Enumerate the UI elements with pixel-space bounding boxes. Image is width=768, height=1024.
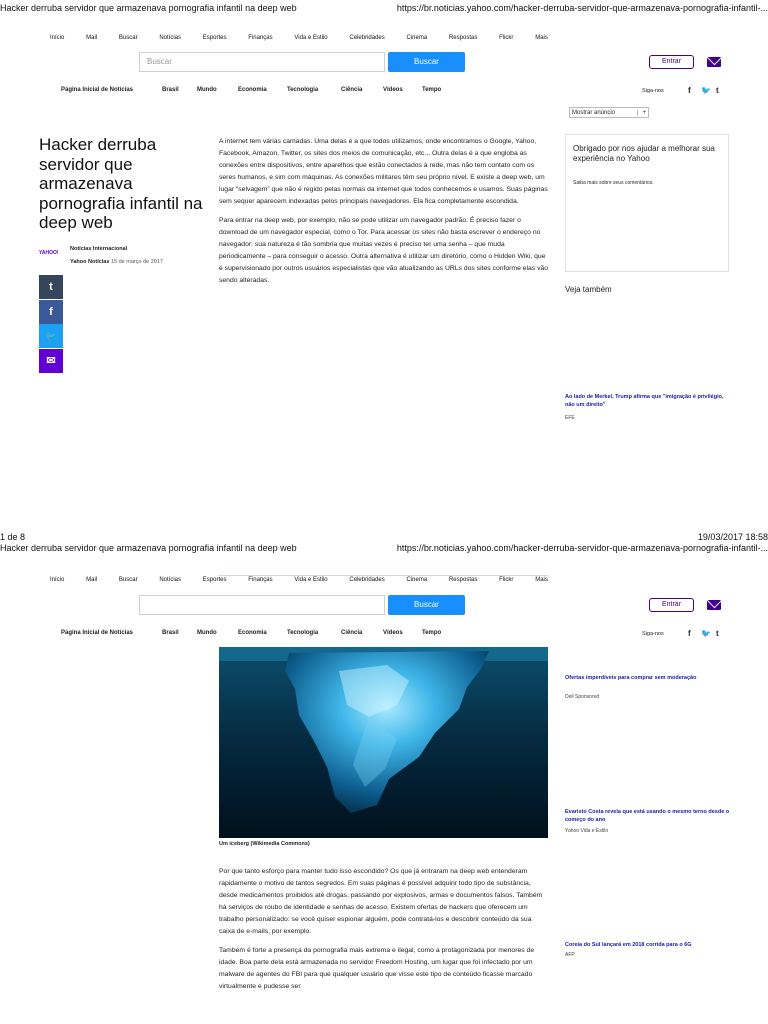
top-nav-noticias[interactable]: Notícias (159, 35, 182, 41)
top-nav-celebridades[interactable]: Celebridades (349, 35, 385, 41)
mail-icon[interactable] (707, 600, 721, 610)
top-nav-esportes[interactable]: Esportes (202, 35, 227, 41)
sub-nav-brasil[interactable]: Brasil (162, 87, 179, 93)
facebook-follow-icon[interactable]: f (688, 629, 691, 638)
search-input[interactable]: Buscar (139, 52, 385, 72)
page-count: 1 de 8 (0, 532, 26, 542)
iceberg-illustration (219, 647, 548, 838)
facebook-icon[interactable]: f (39, 300, 63, 324)
sidebar-story-source: Yahoo Vida e Estilo (565, 828, 609, 834)
print-url: https://br.noticias.yahoo.com/hacker-derruba-servidor-que-armazenava-pornografia-infantil-... (396, 3, 768, 13)
facebook-follow-icon[interactable]: f (688, 86, 691, 95)
top-nav-buscar[interactable]: Buscar (118, 577, 138, 583)
sub-nav-tempo[interactable]: Tempo (422, 630, 442, 636)
tumblr-follow-icon[interactable]: t (716, 86, 719, 95)
sidebar-story-link[interactable]: Ao lado de Merkel, Trump afirma que "imigração é privilégio, não um direito" (565, 394, 724, 408)
sub-nav-ciencia[interactable]: Ciência (341, 87, 363, 93)
top-nav-cinema[interactable]: Cinema (406, 35, 428, 41)
ad-select[interactable] (569, 107, 649, 118)
sub-nav-economia[interactable]: Economia (238, 87, 267, 93)
email-share-icon[interactable]: ✉ (39, 349, 63, 373)
sub-nav-tecnologia[interactable]: Tecnologia (287, 87, 319, 93)
sub-nav-home[interactable]: Página Inicial de Notícias (61, 630, 134, 636)
twitter-follow-icon[interactable]: 🐦 (701, 629, 711, 638)
follow-label: Siga-nos (642, 88, 664, 94)
sub-nav-brasil[interactable]: Brasil (162, 630, 179, 636)
sub-nav-mundo[interactable]: Mundo (197, 87, 217, 93)
sidebar-story-source: Dell Sponsored (565, 694, 600, 700)
sub-nav-home[interactable]: Página Inicial de Notícias (61, 87, 134, 93)
yahoo-logo: YAHOO! (39, 250, 59, 256)
top-nav-flickr[interactable]: Flickr (499, 35, 514, 41)
search-button[interactable]: Buscar (388, 52, 465, 72)
paragraph: Para entrar na deep web, por exemplo, não se pode utilizar um navegador padrão. É preciso fazer o download de um navegador especial, como o Tor. Para acessar os sites não basta escrever o endereço no navegador: sua natureza é tão sombria que muitas vezes é preciso ter uma senha – que muda periodicamente – para conseguir o acesso. Outra alternativa é utilizar um diretório, como o Hidden Wiki, que é supervisionado por outros usuários especialistas que vão atualizando as URLs dos sites conforme elas vão sendo alteradas. (219, 217, 549, 284)
feedback-box (565, 134, 729, 272)
sidebar-story-source: AFP (565, 952, 575, 958)
top-nav-celebridades[interactable]: Celebridades (349, 577, 385, 583)
print-url: https://br.noticias.yahoo.com/hacker-derruba-servidor-que-armazenava-pornografia-infantil-... (396, 543, 768, 553)
tumblr-icon[interactable]: t (39, 275, 63, 299)
article-author: Yahoo Notícias (70, 259, 110, 265)
image-caption: Um iceberg (Wikimedia Commons) (219, 841, 310, 847)
top-nav-mais[interactable]: Mais (535, 35, 548, 41)
top-nav-mais[interactable]: Mais (535, 577, 548, 583)
top-nav-respostas[interactable]: Respostas (448, 577, 478, 583)
top-nav-vida-estilo[interactable]: Vida e Estilo (294, 35, 328, 41)
ad-select-label: Mostrar anúncio (572, 109, 616, 116)
sidebar-story-link[interactable]: Coreia do Sul lançará em 2018 corrida para o 6G (565, 942, 692, 948)
top-nav-buscar[interactable]: Buscar (118, 35, 138, 41)
top-nav-inicio[interactable]: Início (50, 577, 65, 583)
sub-nav-mundo[interactable]: Mundo (197, 630, 217, 636)
article-section: Notícias Internacional (70, 246, 128, 252)
plus-icon[interactable]: + (637, 110, 646, 116)
article-date: 15 de março de 2017 (110, 259, 163, 265)
article-byline (70, 259, 163, 265)
top-nav-inicio[interactable]: Início (50, 35, 65, 41)
sidebar-story-link[interactable]: Evaristo Costa revela que está usando o mesmo terno desde o começo do ano (565, 809, 730, 823)
nav-divider (218, 575, 548, 576)
top-nav-cinema[interactable]: Cinema (406, 577, 428, 583)
top-nav-noticias[interactable]: Notícias (159, 577, 182, 583)
twitter-follow-icon[interactable]: 🐦 (701, 86, 711, 95)
top-nav-flickr[interactable]: Flickr (499, 577, 514, 583)
top-nav-financas[interactable]: Finanças (248, 577, 273, 583)
feedback-title: Obrigado por nos ajudar a melhorar sua experiência no Yahoo (573, 144, 715, 163)
paragraph: A internet tem várias camadas. Uma delas é a que todos utilizamos, onde encontramos o Google, Yahoo, Facebook, Amazon, Twitter, os sites dos meios de comunicação, etc... Outra delas é a que engloba as conexões entre dispositivos, entre aparelhos que estão conectados à rede, mas não tem contato com os seres humanos, e sim com máquinas. As conexões militares têm seu próprio nível. E existe a deep web, um lugar “selvagem” que não é regido pelas normas da internet que todos conhecemos e usamos. Suas páginas sem sequer aparecem indexadas pelos principais navegadores. Ela fica completamente escondida. (219, 138, 548, 205)
print-title: Hacker derruba servidor que armazenava pornografia infantil na deep web (0, 3, 297, 13)
sub-nav-tecnologia[interactable]: Tecnologia (287, 630, 319, 636)
top-nav-financas[interactable]: Finanças (248, 35, 273, 41)
tumblr-follow-icon[interactable]: t (716, 629, 719, 638)
sub-nav-economia[interactable]: Economia (238, 630, 267, 636)
sidebar-story-source: EFE (565, 415, 575, 421)
top-nav-vida-estilo[interactable]: Vida e Estilo (294, 577, 328, 583)
top-nav-mail[interactable]: Mail (86, 35, 98, 41)
see-also-heading: Veja também (565, 285, 612, 294)
search-button[interactable]: Buscar (388, 595, 465, 615)
top-nav (50, 577, 548, 583)
article-body-p2 (219, 866, 549, 1000)
paragraph: Por que tanto esforço para manter tudo isso escondido? Os que já entraram na deep web entenderam rapidamente o motivo de tantos segredos. Em suas páginas é possível adquirir todo tipo de substância, desde medicamentos proibidos até drogas, passando por explosivos, armas e documentos falsos. Também há serviços de roubo de identidade e senhas de acesso. Existem ofertas de hackers que oferecem um trabalho personalizado: se você quiser espionar alguém, pode contratá-los e descobrir conteúdo da sua caixa de e-mails, por exemplo. (219, 868, 543, 935)
sidebar-story-link[interactable]: Ofertas imperdíveis para comprar sem moderação (565, 675, 697, 681)
top-nav (50, 35, 548, 41)
signin-button[interactable]: Entrar (649, 598, 694, 612)
feedback-link[interactable]: Saiba mais sobre seus comentários. (573, 180, 654, 186)
sub-nav-ciencia[interactable]: Ciência (341, 630, 363, 636)
sub-nav-tempo[interactable]: Tempo (422, 87, 442, 93)
print-timestamp: 19/03/2017 18:58 (697, 532, 768, 542)
iceberg-image (219, 647, 548, 838)
mail-icon[interactable] (707, 57, 721, 67)
search-input[interactable] (139, 595, 385, 615)
article-title: Hacker derruba servidor que armazenava pornografia infantil na deep web (39, 135, 203, 232)
top-nav-esportes[interactable]: Esportes (202, 577, 227, 583)
signin-button[interactable]: Entrar (649, 55, 694, 69)
twitter-icon[interactable]: 🐦 (39, 324, 63, 348)
print-title: Hacker derruba servidor que armazenava pornografia infantil na deep web (0, 543, 297, 553)
top-nav-mail[interactable]: Mail (86, 577, 98, 583)
paragraph: Também é forte a presença da pornografia mais extrema e ilegal, como a protagonizada por menores de idade. Boa parte dela está armazenada no servidor Freedom Hosting, um lugar que foi infectado por um malware de agentes do FBI para que qualquer usuário que visse este tipo de conteúdo ficasse marcado virtualmente e pudesse ser (219, 947, 535, 990)
top-nav-respostas[interactable]: Respostas (448, 35, 478, 41)
article-body-p1 (219, 136, 549, 294)
follow-label: Siga-nos (642, 631, 664, 637)
sub-nav-videos[interactable]: Vídeos (383, 630, 403, 636)
sub-nav-videos[interactable]: Vídeos (383, 87, 403, 93)
